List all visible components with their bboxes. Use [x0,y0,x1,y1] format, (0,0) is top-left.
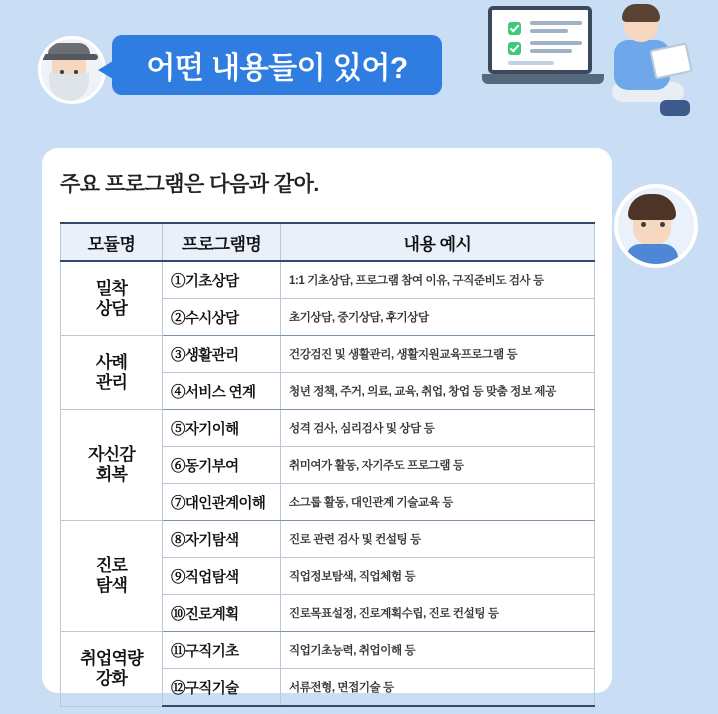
youth-avatar-icon [614,184,698,268]
text-line [508,61,554,65]
laptop-screen [488,6,592,74]
person-shoe [660,100,690,116]
elder-avatar-icon [38,36,106,104]
example-cell: 소그룹 활동, 대인관계 기술교육 등 [281,484,595,521]
table-row [61,632,595,669]
column-header-module: 모듈명 [61,223,163,261]
text-line [530,49,572,53]
module-cell: 밀착 상담 [61,261,163,336]
example-cell: 서류전형, 면접기술 등 [281,669,595,707]
column-header-program: 프로그램명 [163,223,281,261]
program-name-cell: ①기초상담 [163,261,281,299]
content-card [42,148,612,697]
example-cell: 직업정보탐색, 직업체험 등 [281,558,595,595]
module-cell: 진로 탐색 [61,521,163,632]
module-cell: 취업역량 강화 [61,632,163,707]
program-name-cell: ⑦대인관계이해 [163,484,281,521]
example-cell: 1:1 기초상담, 프로그램 참여 이유, 구직준비도 검사 등 [281,261,595,299]
text-line [530,21,582,25]
elder-eye-right [74,70,78,74]
laptop-base [482,74,604,84]
program-name-cell: ③생활관리 [163,336,281,373]
example-cell: 초기상담, 중기상담, 후기상담 [281,299,595,336]
youth-body [626,244,678,268]
text-line [530,41,582,45]
youth-hair [628,194,676,220]
card-title: 주요 프로그램은 다음과 같아. [60,173,319,196]
person-book [649,42,692,79]
module-cell: 사례 관리 [61,336,163,410]
youth-eye-left [641,222,646,227]
example-cell: 직업기초능력, 취업이해 등 [281,632,595,669]
sitting-person-icon [598,0,702,132]
example-cell: 진로목표설정, 진로계획수립, 진로 컨설팅 등 [281,595,595,632]
program-name-cell: ⑨직업탐색 [163,558,281,595]
table-row [61,261,595,299]
program-name-cell: ②수시상담 [163,299,281,336]
program-name-cell: ⑤자기이해 [163,410,281,447]
table-header-row [61,223,595,261]
speech-bubble-text: 어떤 내용들이 있어? [146,52,408,85]
program-name-cell: ⑥동기부여 [163,447,281,484]
table-row [61,336,595,373]
youth-eye-right [660,222,665,227]
program-name-cell: ⑫구직기술 [163,669,281,707]
speech-bubble [112,35,442,95]
module-cell: 자신감 회복 [61,410,163,521]
example-cell: 성격 검사, 심리검사 및 상담 등 [281,410,595,447]
person-hair [622,4,660,22]
elder-hat-brim [40,54,98,60]
text-line [530,29,568,33]
example-cell: 진로 관련 검사 및 컨설팅 등 [281,521,595,558]
checkbox-checked-2 [508,42,521,55]
example-cell: 건강검진 및 생활관리, 생활지원교육프로그램 등 [281,336,595,373]
table-row [61,410,595,447]
laptop-checklist-icon [482,6,604,92]
example-cell: 취미여가 활동, 자기주도 프로그램 등 [281,447,595,484]
checkbox-checked-1 [508,22,521,35]
example-cell: 청년 정책, 주거, 의료, 교육, 취업, 창업 등 맞춤 정보 제공 [281,373,595,410]
program-name-cell: ④서비스 연계 [163,373,281,410]
column-header-example: 내용 예시 [281,223,595,261]
program-name-cell: ⑧자기탐색 [163,521,281,558]
program-name-cell: ⑪구직기초 [163,632,281,669]
program-name-cell: ⑩진로계획 [163,595,281,632]
header-banner [0,0,718,140]
program-table [60,222,595,707]
elder-beard [49,73,89,101]
table-row [61,521,595,558]
elder-eye-left [60,70,64,74]
